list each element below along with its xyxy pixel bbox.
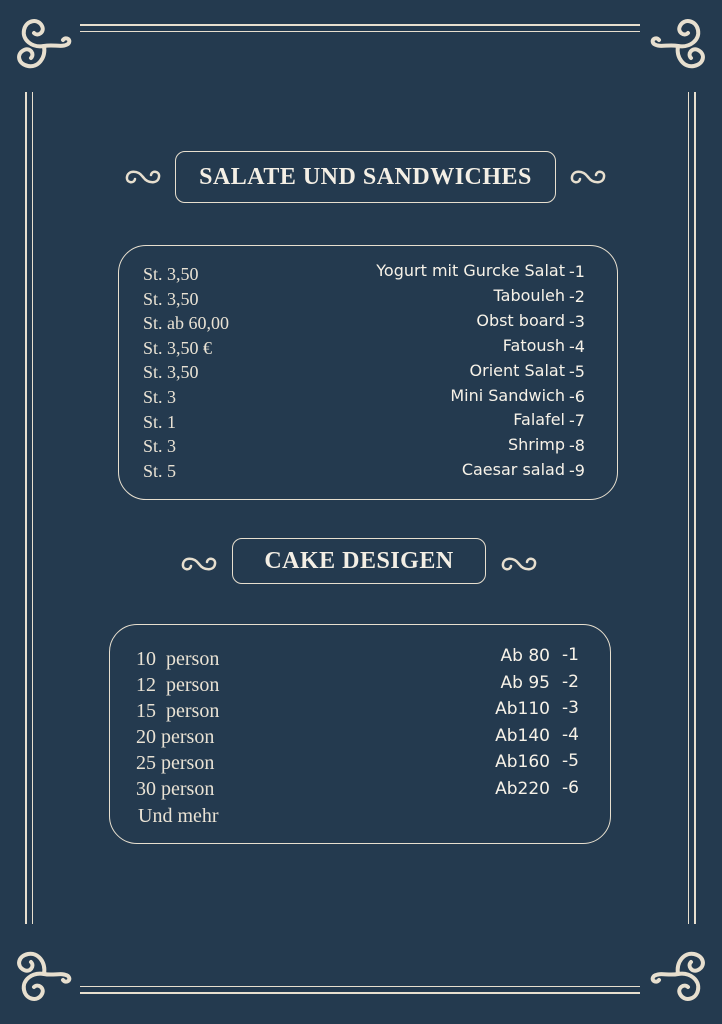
cake-item-number: -1	[562, 645, 579, 665]
cake-persons: 20 person	[136, 726, 215, 748]
salad-item-number: -2	[569, 286, 585, 306]
frame-bottom-line-inner	[80, 986, 640, 987]
salads-section-title: SALATE UND SANDWICHES	[175, 151, 556, 203]
cake-price: Ab110	[495, 699, 550, 719]
frame-right-line-outer	[694, 92, 696, 924]
salad-price: St. 5	[143, 460, 177, 481]
corner-ornament-bottom-right-icon	[644, 940, 714, 1010]
cake-price: Ab140	[495, 725, 550, 746]
salad-price: St. 3,50	[143, 264, 199, 284]
salad-item-name: Obst board	[476, 310, 565, 330]
salad-price: St. 3	[143, 436, 177, 457]
cake-menu-card	[109, 624, 611, 844]
salad-item-name: Yogurt mit Gurcke Salat	[376, 261, 565, 280]
cake-persons: 30 person	[136, 778, 215, 800]
cake-item-number: -5	[562, 751, 579, 771]
frame-bottom-line-outer	[80, 992, 640, 994]
cake-title-flourish-right-icon	[498, 553, 540, 575]
salad-price: St. 3,50	[143, 362, 199, 383]
salad-item-number: -3	[569, 311, 585, 331]
cake-persons: 10 person	[136, 648, 220, 670]
cake-persons: 15 person	[136, 700, 220, 722]
cake-section-title: CAKE DESIGEN	[232, 538, 486, 584]
frame-top-line-inner	[80, 31, 640, 32]
title-flourish-right-icon	[567, 166, 609, 188]
cake-persons: 12 person	[136, 674, 220, 696]
salad-item-name: Mini Sandwich	[450, 385, 565, 405]
salad-item-name: Tabouleh	[493, 285, 565, 305]
salad-item-number: -4	[569, 336, 585, 356]
salad-price: St. 3,50 €	[143, 337, 213, 358]
salad-item-number: -6	[569, 386, 585, 406]
salad-price: St. 3	[143, 387, 177, 407]
cake-item-number: -3	[562, 698, 579, 718]
salad-item-name: Falafel	[513, 410, 565, 430]
salad-price: St. 3,50	[143, 288, 199, 309]
salad-item-name: Orient Salat	[469, 360, 565, 380]
salad-price: St. 1	[143, 411, 177, 432]
corner-ornament-bottom-left-icon	[8, 940, 78, 1010]
salad-item-number: -8	[569, 436, 585, 456]
cake-price: Ab 95	[500, 672, 550, 693]
salad-item-name: Fatoush	[502, 335, 565, 355]
cake-more-note: Und mehr	[138, 805, 219, 827]
cake-title-flourish-left-icon	[178, 553, 220, 575]
cake-price: Ab220	[495, 778, 550, 799]
frame-left-line-outer	[25, 92, 27, 924]
frame-left-line-inner	[32, 92, 33, 924]
frame-top-line-outer	[80, 24, 640, 26]
cake-item-number: -4	[562, 724, 579, 745]
cake-item-number: -2	[562, 671, 579, 692]
salad-item-number: -5	[569, 361, 585, 381]
corner-ornament-top-right-icon	[644, 10, 714, 80]
corner-ornament-top-left-icon	[8, 10, 78, 80]
salad-price: St. ab 60,00	[143, 313, 230, 334]
salad-item-number: -9	[569, 461, 585, 481]
cake-price: Ab160	[495, 752, 550, 772]
cake-item-number: -6	[562, 777, 579, 798]
salads-menu-card	[118, 245, 618, 500]
title-flourish-left-icon	[122, 166, 164, 188]
salad-item-name: Caesar salad	[461, 460, 565, 480]
cake-persons: 25 person	[136, 752, 215, 774]
salad-item-number: -7	[569, 411, 585, 431]
cake-price: Ab 80	[500, 646, 550, 666]
salad-item-number: -1	[569, 262, 585, 281]
salad-item-name: Shrimp	[507, 435, 565, 455]
frame-right-line-inner	[688, 92, 689, 924]
